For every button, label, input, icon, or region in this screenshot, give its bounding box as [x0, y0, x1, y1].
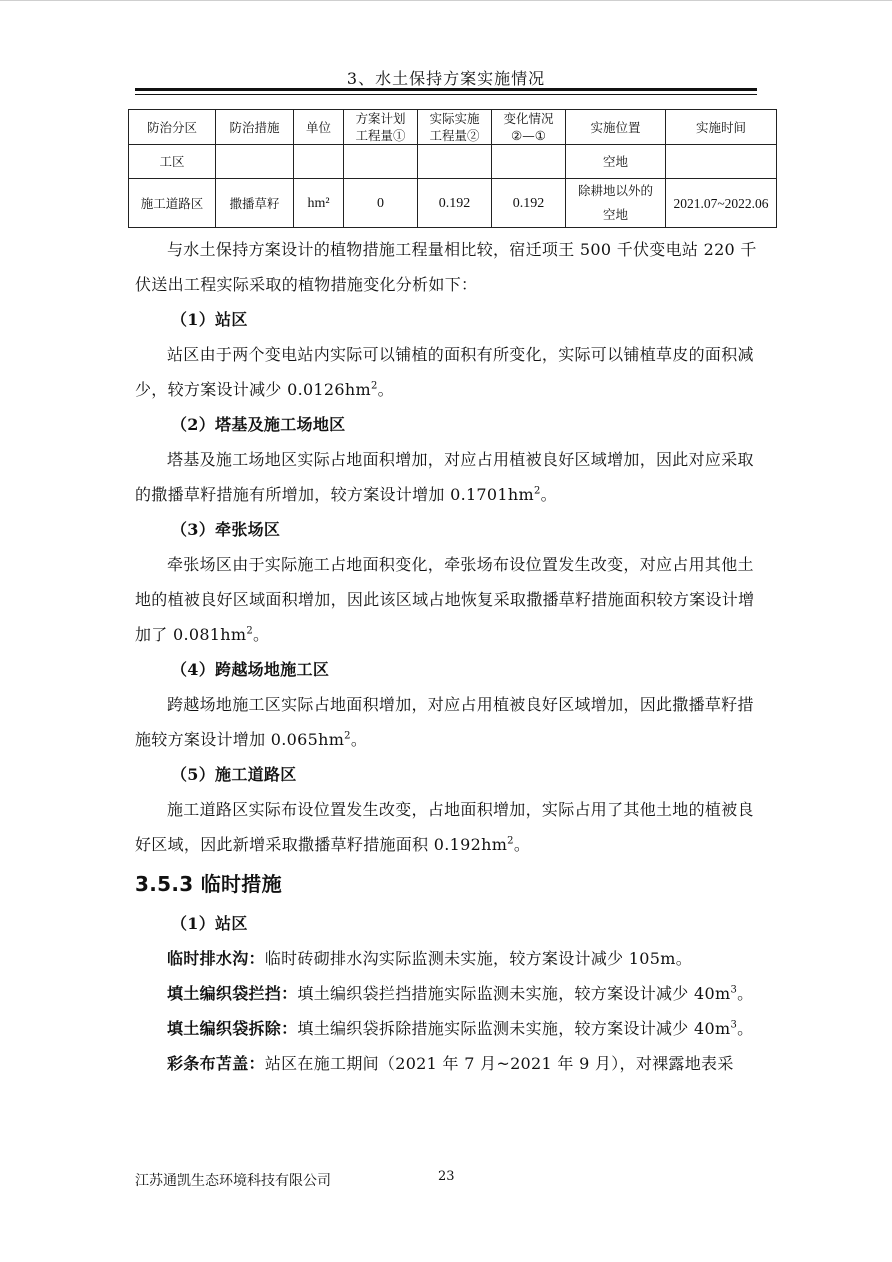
body-text — [135, 232, 760, 1081]
th-unit: 单位 — [294, 110, 344, 145]
header-rule-thin — [135, 94, 757, 95]
page-top-border — [0, 0, 892, 1]
th-planned: 方案计划 工程量① — [344, 110, 418, 145]
table-cell: 空地 — [566, 145, 666, 179]
page-number: 23 — [438, 1169, 455, 1184]
table-cell: 0 — [344, 179, 418, 228]
paragraph-tower: 塔基及施工场地区实际占地面积增加，对应占用植被良好区域增加，因此对应采取的撒播草籽措施有所增加，较方案设计增加 $0.1701hm^2$。 — [135, 450, 754, 504]
th-actual: 实际实施 工程量② — [418, 110, 492, 145]
th-change: 变化情况 ②—① — [492, 110, 566, 145]
header-rule-thick — [135, 88, 757, 91]
subheading-road: （5）施工道路区 — [171, 765, 297, 784]
th-location: 实施位置 — [566, 110, 666, 145]
subheading-tension: （3）牵张场区 — [171, 520, 281, 539]
table-cell: 2021.07~2022.06 — [666, 179, 777, 228]
paragraph-station: 站区由于两个变电站内实际可以铺植的面积有所变化，实际可以铺植草皮的面积减少，较方案设计减少 $0.0126hm^2$。 — [135, 345, 754, 399]
table-cell: 除耕地以外的 空地 — [566, 179, 666, 228]
subheading-crossing: （4）跨越场地施工区 — [171, 660, 330, 679]
subheading-station: （1）站区 — [171, 310, 248, 329]
table-row — [129, 145, 777, 179]
footer-company: 江苏通凯生态环境科技有限公司 — [135, 1173, 331, 1189]
table-cell — [216, 145, 294, 179]
paragraph-bag-barrier: 填土编织袋拦挡：填土编织袋拦挡措施实际监测未实施，较方案设计减少 $40m^3$。 — [167, 984, 754, 1003]
table-cell — [492, 145, 566, 179]
subheading-temp-station: （1）站区 — [171, 914, 248, 933]
table-cell: 施工道路区 — [129, 179, 216, 228]
running-header: 3、水土保持方案实施情况 — [346, 69, 546, 88]
paragraph-bag-removal: 填土编织袋拆除：填土编织袋拆除措施实际监测未实施，较方案设计减少 $40m^3$。 — [167, 1019, 754, 1038]
paragraph-crossing: 跨越场地施工区实际占地面积增加，对应占用植被良好区域增加，因此撒播草籽措施较方案设计增加 $0.065hm^2$。 — [135, 695, 754, 749]
intro-paragraph: 与水土保持方案设计的植物措施工程量相比较，宿迁项王 500 千伏变电站 220 千伏送出工程实际采取的植物措施变化分析如下： — [135, 240, 757, 294]
table-cell — [666, 145, 777, 179]
paragraph-road: 施工道路区实际布设位置发生改变，占地面积增加，实际占用了其他土地的植被良好区域，因此新增采取撒播草籽措施面积 $0.192hm^2$。 — [135, 800, 754, 854]
table-cell: 工区 — [129, 145, 216, 179]
paragraph-drain: 临时排水沟：临时砖砌排水沟实际监测未实施，较方案设计减少 105m。 — [167, 949, 693, 968]
th-measure: 防治措施 — [216, 110, 294, 145]
paragraph-tarp-cover: 彩条布苫盖：站区在施工期间（2021 年 7 月~2021 年 9 月），对裸露地表采 — [167, 1054, 734, 1073]
paragraph-tension: 牵张场区由于实际施工占地面积变化，牵张场布设位置发生改变，对应占用其他土地的植被良好区域面积增加，因此该区域占地恢复采取撒播草籽措施面积较方案设计增加了 $0.081hm^2$。 — [135, 555, 755, 644]
table-cell: 0.192 — [418, 179, 492, 228]
table-cell — [344, 145, 418, 179]
plant-measures-table — [128, 109, 777, 228]
table-cell — [294, 145, 344, 179]
table-row — [129, 179, 777, 228]
section-heading: 3.5.3 临时措施 — [135, 872, 282, 896]
th-zone: 防治分区 — [129, 110, 216, 145]
table-cell: 撒播草籽 — [216, 179, 294, 228]
subheading-tower: （2）塔基及施工场地区 — [171, 415, 346, 434]
th-time: 实施时间 — [666, 110, 777, 145]
table-cell: 0.192 — [492, 179, 566, 228]
table-cell: hm² — [294, 179, 344, 228]
table-header-row — [129, 110, 777, 145]
table-cell — [418, 145, 492, 179]
